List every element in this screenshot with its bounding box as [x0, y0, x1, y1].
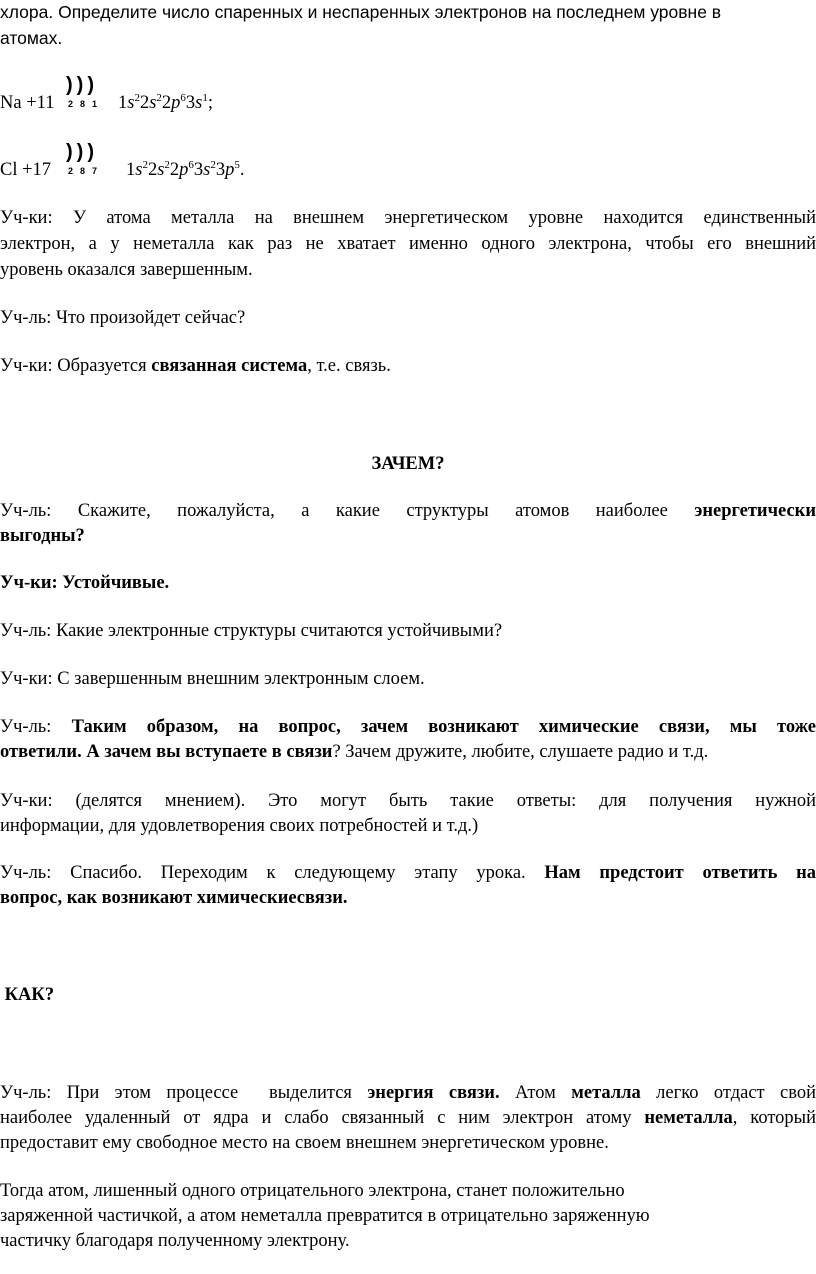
na-coef-1: 2 — [139, 93, 150, 113]
p11-line-3: предоставит ему свободное место на своем внешнем энергетическом уровне. — [0, 1133, 609, 1153]
p8-line-2 — [0, 740, 816, 764]
p1-line-2: электрон, а у неметалла как раз не хватает именно одного электрона, чтобы его внешний — [0, 234, 816, 254]
p3-bold: связанная система — [151, 356, 308, 376]
p11-e: легко отдаст свой — [640, 1083, 816, 1103]
p10-bold-1: Нам предстоит ответить на — [544, 863, 816, 883]
cl-coef-2: 2 — [169, 160, 180, 180]
na-exp-3: 1 — [202, 92, 208, 104]
cl-exp-4: 5 — [234, 159, 240, 171]
na-label: Na +11 — [0, 93, 55, 113]
p5-bold: Уч-ки: Устойчивые. — [0, 573, 170, 593]
heading-how-text: КАК? — [0, 985, 55, 1005]
na-orbital-3: s — [195, 93, 203, 113]
p12-line-1: Тогда атом, лишенный одного отрицательного электрона, станет положительно — [0, 1181, 625, 1201]
na-exp-1: 2 — [156, 92, 162, 104]
na-shell-counts: 281 — [68, 99, 105, 109]
cl-label: Cl +17 — [0, 160, 52, 180]
intro-line-1: хлора. Определите число спаренных и неспаренных электронов на последнем уровне в — [0, 2, 722, 22]
p8-b: ? Зачем дружите, любите, слушаете радио и т.д. — [332, 742, 709, 762]
cl-exp-2: 6 — [188, 159, 194, 171]
p4-bold: энергетически — [694, 501, 816, 521]
cl-coef-3: 3 — [193, 160, 204, 180]
cl-exp-1: 2 — [164, 159, 170, 171]
na-coef-0: 1 — [118, 93, 128, 113]
p11-bold-3: неметалла — [644, 1108, 733, 1128]
cl-orbital-1: s — [157, 160, 165, 180]
cl-orbital-0: s — [135, 160, 143, 180]
p12-line-2: заряженной частичкой, а атом неметалла превратится в отрицательно заряженную — [0, 1206, 650, 1226]
p10-a: Уч-ль: Спасибо. Переходим к следующему этапу урока. — [0, 863, 545, 883]
na-orbital-2: p — [171, 93, 181, 113]
p3-line — [0, 354, 816, 378]
p11-bold-2: металла — [571, 1083, 641, 1103]
cl-end: . — [239, 160, 245, 180]
p10-line-2 — [0, 886, 816, 910]
p9-line-1: Уч-ки: (делятся мнением). Это могут быть такие ответы: для получения нужной — [0, 791, 816, 811]
heading-why-text: ЗАЧЕМ? — [371, 454, 445, 474]
p5-line — [0, 571, 816, 595]
p11-g: , который — [732, 1108, 816, 1128]
na-orbital-0: s — [127, 93, 135, 113]
na-shell-arcs: ))) — [66, 74, 98, 96]
cl-shell-counts: 287 — [68, 166, 105, 176]
p4-bold-2: выгодны? — [0, 526, 85, 546]
cl-coef-1: 2 — [147, 160, 158, 180]
p2-line: Уч-ль: Что произойдет сейчас? — [0, 308, 246, 328]
heading-why — [0, 452, 816, 476]
cl-orbital-2: p — [179, 160, 189, 180]
p1-line-3: уровень оказался завершенным. — [0, 260, 253, 280]
p12-line-3: частичку благодаря полученному электрону. — [0, 1231, 350, 1251]
na-end: ; — [207, 93, 213, 113]
p8-line-1 — [0, 715, 816, 739]
na-coef-2: 2 — [161, 93, 172, 113]
p11-c: Атом — [499, 1083, 572, 1103]
cl-orbital-3: s — [203, 160, 211, 180]
na-coef-3: 3 — [185, 93, 196, 113]
p6-line: Уч-ль: Какие электронные структуры считаются устойчивыми? — [0, 621, 503, 641]
na-exp-2: 6 — [180, 92, 186, 104]
na-orbital-1: s — [149, 93, 157, 113]
p3-c: , т.е. связь. — [307, 356, 391, 376]
cl-electron-config — [126, 160, 244, 181]
p11-bold-1: энергия связи. — [367, 1083, 500, 1103]
cl-coef-0: 1 — [126, 160, 136, 180]
p9-line-2: информации, для удовлетворения своих потребностей и т.д.) — [0, 816, 479, 836]
cl-exp-3: 2 — [210, 159, 216, 171]
p10-bold-2: вопрос, как возникают химическиесвязи. — [0, 888, 348, 908]
p11-line-2 — [0, 1106, 816, 1130]
p1-line-1: Уч-ки: У атома металла на внешнем энергетическом уровне находится единственный — [0, 208, 816, 228]
p10-line-1 — [0, 861, 816, 885]
p8-a: Уч-ль: — [0, 717, 72, 737]
p4-a: Уч-ль: Скажите, пожалуйста, а какие структуры атомов наиболее — [0, 501, 695, 521]
p11-f: наиболее удаленный от ядра и слабо связанный с ним электрон атому — [0, 1108, 645, 1128]
cl-coef-4: 3 — [215, 160, 226, 180]
p3-a: Уч-ки: Образуется — [0, 356, 152, 376]
cl-orbital-4: p — [225, 160, 235, 180]
cl-shell-arcs: ))) — [66, 141, 98, 163]
p11-line-1 — [0, 1081, 816, 1105]
na-exp-0: 2 — [134, 92, 140, 104]
p8-bold-2: ответили. А зачем вы вступаете в связи — [0, 742, 333, 762]
intro-line-2: атомах. — [0, 28, 63, 48]
p4-line-1 — [0, 499, 816, 523]
p11-a: Уч-ль: При этом процессе выделится — [0, 1083, 368, 1103]
heading-how — [0, 983, 816, 1007]
cl-exp-0: 2 — [142, 159, 148, 171]
p7-line: Уч-ки: С завершенным внешним электронным слоем. — [0, 669, 425, 689]
p8-bold-1: Таким образом, на вопрос, зачем возникают химические связи, мы тоже — [71, 717, 816, 737]
na-electron-config — [118, 93, 213, 114]
p4-line-2 — [0, 524, 816, 548]
